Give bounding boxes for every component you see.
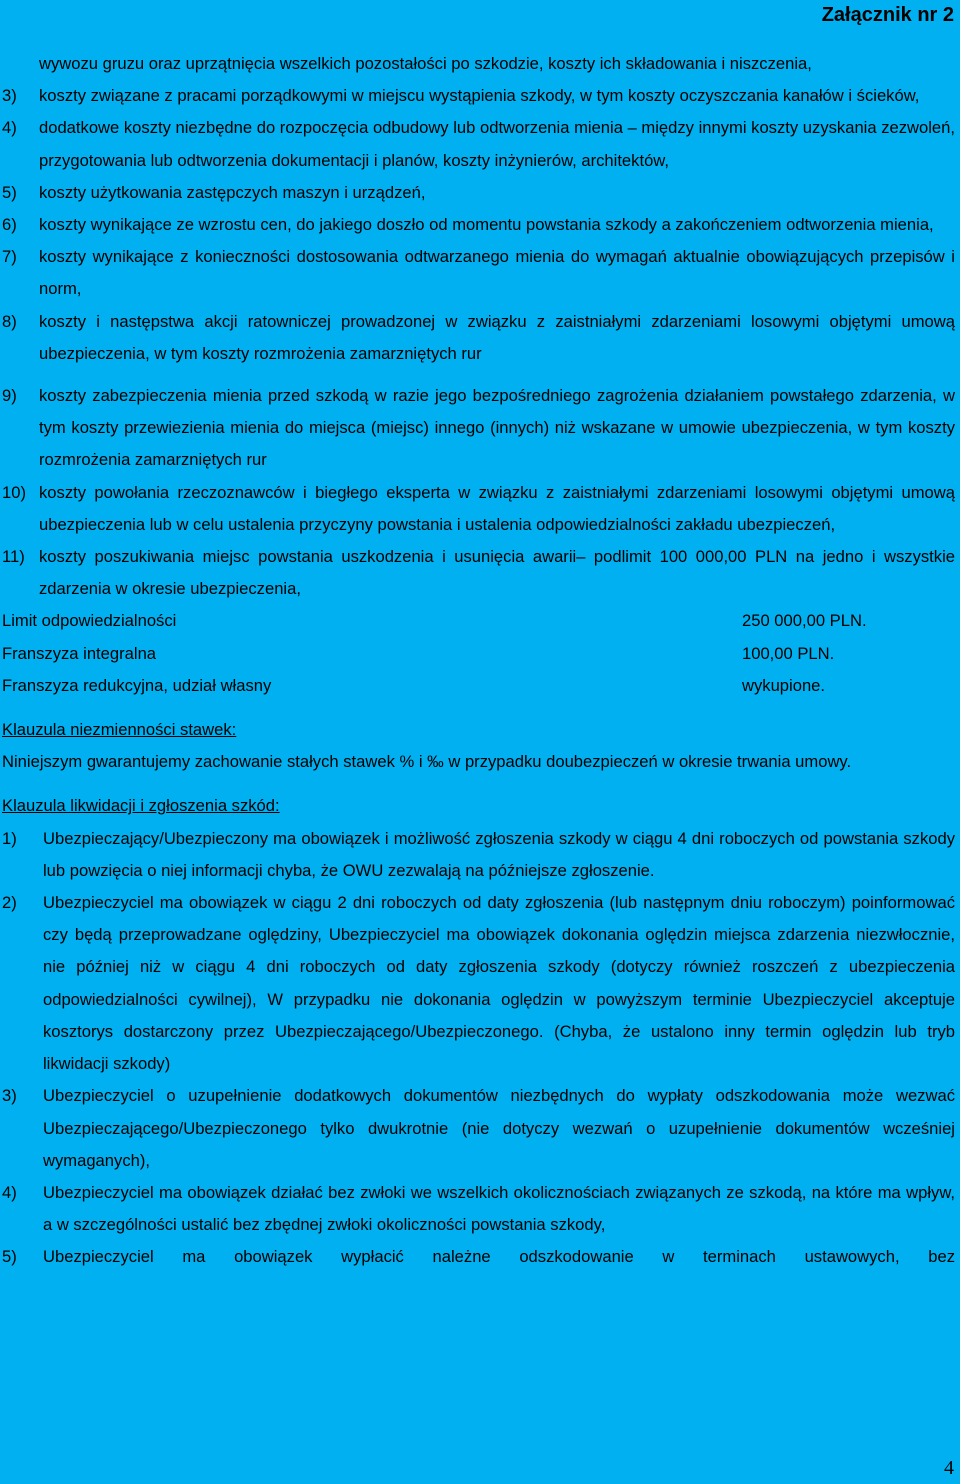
item-text: Ubezpieczający/Ubezpieczony ma obowiązek i możliwość zgłoszenia szkody w ciągu 4 dni roboczych od powstania szkody lub powzięcia o niej informacji chyba, że OWU zezwalają na późniejsze zgłoszenie. — [43, 828, 955, 880]
item-text: koszty zabezpieczenia mienia przed szkodą w razie jego bezpośredniego zagrożenia działaniem powstałego zdarzenia, w tym koszty przewiezienia mienia do miejsca (miejsc) innego (innych) niż wskazane w umowie ubezpieczenia, w tym koszty rozmrożenia zamarzniętych rur — [39, 386, 955, 470]
item-text: koszty i następstwa akcji ratowniczej prowadzonej w związku z zaistniałymi zdarzeniami losowymi objętymi umową ubezpieczenia, w tym koszty rozmrożenia zamarzniętych rur — [39, 311, 955, 363]
cost-item — [2, 306, 955, 370]
item-text: koszty wynikające ze wzrostu cen, do jakiego doszło od momentu powstania szkody a zakończeniem odtworzenia mienia, — [39, 215, 934, 235]
clause-item — [2, 1241, 955, 1273]
limit-value: wykupione. — [742, 675, 826, 695]
clause-item — [2, 1080, 955, 1177]
item-number: 2) — [2, 893, 17, 913]
item-text: Ubezpieczyciel ma obowiązek w ciągu 2 dni roboczych od daty zgłoszenia (lub następnym dniu roboczym) poinformować czy będą przeprowadzane oględziny, Ubezpieczyciel ma obowiązek dokonania oględzin miejsca zdarzenia niezwłocznie, nie później niż w ciągu 4 dni roboczych od daty zgłoszenia szkody (dotyczy również roszczeń z ubezpieczenia odpowiedzialności cywilnej), W przypadku nie dokonania oględzin w powyższym terminie Ubezpieczyciel akceptuje kosztorys dostarczony przez Ubezpieczającego/Ubezpieczonego. (Chyba, że ustalono inny termin oględzin lub tryb likwidacji szkody) — [43, 893, 955, 1074]
item-number: 5) — [2, 182, 17, 202]
continuation-paragraph: wywozu gruzu oraz uprzątnięcia wszelkich pozostałości po szkodzie, koszty ich składowania i niszczenia, — [39, 54, 812, 73]
limit-label: Franszyza redukcyjna, udział własny — [2, 675, 272, 695]
item-number: 7) — [2, 247, 17, 267]
cost-item — [2, 380, 955, 477]
item-number: 6) — [2, 215, 17, 235]
limit-row — [2, 638, 955, 670]
page-number: 4 — [944, 1457, 954, 1479]
limit-value: 250 000,00 PLN. — [742, 611, 867, 631]
document-body — [2, 48, 955, 1274]
item-number: 1) — [2, 828, 17, 848]
item-number: 3) — [2, 1086, 17, 1106]
cost-item — [2, 209, 955, 241]
clause-heading: Klauzula niezmienności stawek: — [2, 720, 237, 740]
cost-item — [2, 241, 955, 305]
attachment-title: Załącznik nr 2 — [821, 4, 954, 26]
cost-item — [2, 80, 955, 112]
item-text: Ubezpieczyciel ma obowiązek wypłacić należne odszkodowanie w terminach ustawowych, bez — [43, 1247, 955, 1267]
clause-item — [2, 1177, 955, 1241]
item-text: dodatkowe koszty niezbędne do rozpoczęcia odbudowy lub odtworzenia mienia – między innymi koszty uzyskania zezwoleń, przygotowania lub odtworzenia dokumentacji i planów, koszty inżynierów, architektów, — [39, 118, 955, 170]
cost-item — [2, 541, 955, 605]
clause-item — [2, 823, 955, 887]
limit-row — [2, 605, 955, 637]
item-number: 8) — [2, 311, 17, 331]
clause-paragraph: Niniejszym gwarantujemy zachowanie stałych stawek % i ‰ w przypadku doubezpieczeń w okresie trwania umowy. — [2, 752, 852, 772]
item-text: koszty wynikające z konieczności dostosowania odtwarzanego mienia do wymagań aktualnie obowiązujących przepisów i norm, — [39, 247, 955, 299]
clause-item — [2, 887, 955, 1080]
item-number: 4) — [2, 1182, 17, 1202]
limit-row — [2, 670, 955, 702]
item-text: koszty użytkowania zastępczych maszyn i urządzeń, — [39, 182, 426, 202]
cost-item — [2, 177, 955, 209]
item-number: 5) — [2, 1247, 17, 1267]
item-text: koszty związane z pracami porządkowymi w miejscu wystąpienia szkody, w tym koszty oczyszczania kanałów i ścieków, — [39, 86, 920, 106]
item-text: Ubezpieczyciel o uzupełnienie dodatkowych dokumentów niezbędnych do wypłaty odszkodowania może wezwać Ubezpieczającego/Ubezpieczonego tylko dwukrotnie (nie dotyczy wezwań o uzupełnienie dokumentów wcześniej wymaganych), — [43, 1086, 955, 1170]
item-number: 10) — [2, 482, 26, 502]
item-number: 3) — [2, 86, 17, 106]
clause-heading: Klauzula likwidacji i zgłoszenia szkód: — [2, 796, 280, 816]
item-text: koszty poszukiwania miejsc powstania uszkodzenia i usunięcia awarii– podlimit 100 000,00 PLN na jedno i wszystkie zdarzenia w okresie ubezpieczenia, — [39, 547, 955, 599]
item-number: 9) — [2, 386, 17, 406]
cost-item — [2, 112, 955, 176]
limit-label: Limit odpowiedzialności — [2, 611, 177, 631]
cost-item — [2, 477, 955, 541]
item-text: koszty powołania rzeczoznawców i biegłego eksperta w związku z zaistniałymi zdarzeniami losowymi objętymi umową ubezpieczenia lub w celu ustalenia przyczyny powstania i ustalenia odpowiedzialności zakładu ubezpieczeń, — [39, 482, 955, 534]
item-number: 4) — [2, 118, 17, 138]
limit-label: Franszyza integralna — [2, 643, 157, 663]
item-number: 11) — [2, 547, 25, 567]
item-text: Ubezpieczyciel ma obowiązek działać bez zwłoki we wszelkich okolicznościach związanych ze szkodą, na które ma wpływ, a w szczególności ustalić bez zbędnej zwłoki okoliczności powstania szkody, — [43, 1182, 955, 1235]
limit-value: 100,00 PLN. — [742, 643, 835, 663]
